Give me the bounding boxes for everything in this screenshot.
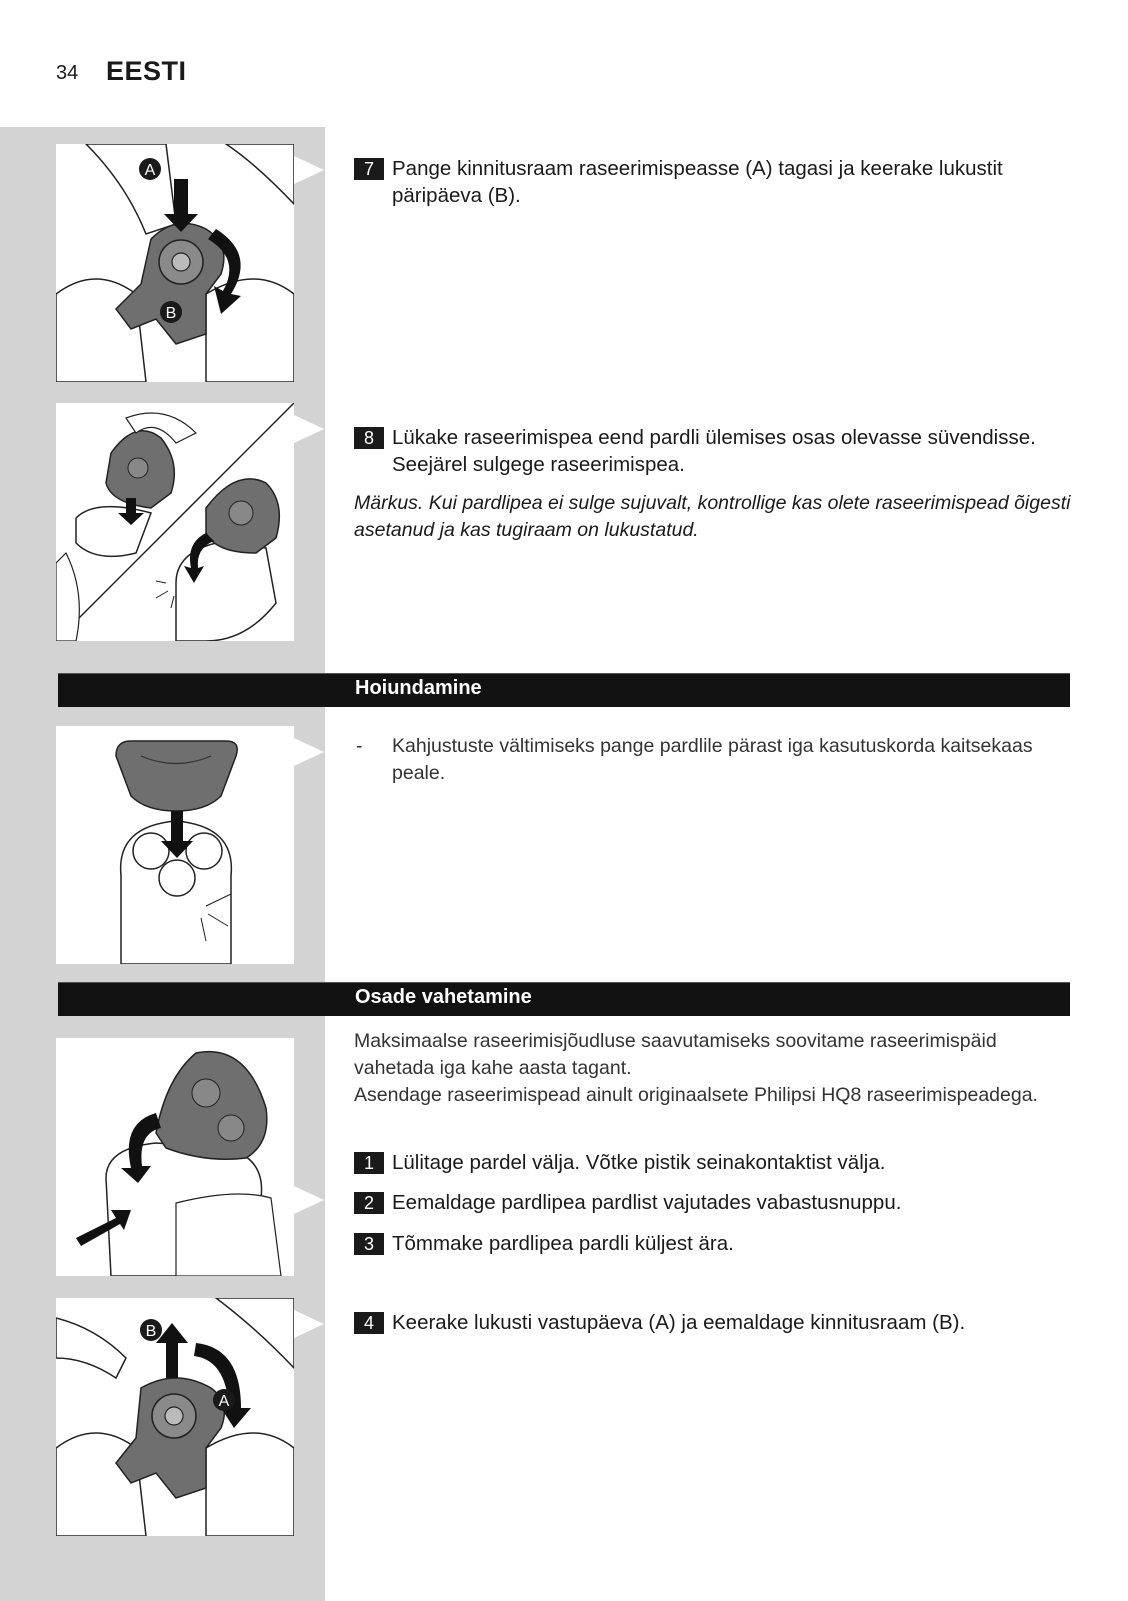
step-text: Pange kinnitusraam raseerimispeasse (A) tagasi ja keerake lukustit päripäeva (B). <box>392 157 1003 207</box>
pointer-notch <box>294 415 324 443</box>
illustration-retaining-frame-insert <box>56 144 294 382</box>
pointer-notch <box>294 738 324 766</box>
bullet-dash: - <box>356 735 363 757</box>
step-number-badge: 2 <box>354 1192 384 1214</box>
illustration-remove-shaving-unit <box>56 1038 294 1276</box>
step-number-badge: 7 <box>354 158 384 180</box>
step-number-badge: 4 <box>354 1312 384 1334</box>
shaver-close-drawing <box>56 403 294 641</box>
replacement-intro-2: Asendage raseerimispead ainult originaalsete Philipsi HQ8 raseerimispeadega. <box>354 1084 1038 1106</box>
bullet-text: Kahjustuste vältimiseks pange pardlile pärast iga kasutuskorda kaitsekaas peale. <box>392 735 1033 784</box>
pointer-notch <box>294 1186 324 1214</box>
section-header-storage <box>58 673 1070 707</box>
illustration-close-shaving-unit <box>56 403 294 641</box>
step-r3 <box>354 1230 1074 1257</box>
storage-bullet <box>354 733 1074 787</box>
callout-b-label: B <box>165 305 177 322</box>
step-text: Keerake lukusti vastupäeva (A) ja eemaldage kinnitusraam (B). <box>392 1311 966 1334</box>
step-text: Lükake raseerimispea eend pardli ülemises osas olevasse süvendisse. Seejärel sulgege raseerimispea. <box>392 426 1036 476</box>
section-title: Hoiundamine <box>355 677 482 699</box>
open-shaver-drawing <box>56 1038 294 1276</box>
step-8 <box>354 424 1074 478</box>
step-text: Tõmmake pardlipea pardli küljest ära. <box>392 1232 734 1255</box>
section-header-replacement <box>58 982 1070 1016</box>
note-text: Märkus. Kui pardlipea ei sulge sujuvalt, kontrollige kas olete raseerimispead õigesti asetanud ja kas tugiraam on lukustatud. <box>354 492 1071 541</box>
step-r2 <box>354 1189 1074 1216</box>
retaining-frame-removal-drawing <box>56 1298 294 1536</box>
replacement-intro-1: Maksimaalse raseerimisjõudluse saavutamiseks soovitame raseerimispäid vahetada iga kahe aasta tagant. <box>354 1030 997 1079</box>
pointer-notch <box>294 1310 324 1338</box>
page-number: 34 <box>56 62 79 84</box>
callout-a-icon <box>213 1389 235 1411</box>
callout-a-label: A <box>144 162 156 179</box>
pointer-notch <box>294 156 324 184</box>
protection-cap-drawing <box>56 726 294 964</box>
language-title: EESTI <box>106 56 187 86</box>
callout-b-label: B <box>145 1323 157 1340</box>
step-number-badge: 3 <box>354 1233 384 1255</box>
step-text: Lülitage pardel välja. Võtke pistik seinakontaktist välja. <box>392 1151 886 1174</box>
section-title: Osade vahetamine <box>355 986 532 1008</box>
step-text: Eemaldage pardlipea pardlist vajutades vabastusnuppu. <box>392 1191 902 1214</box>
step-number-badge: 8 <box>354 427 384 449</box>
retaining-frame-drawing <box>56 144 294 382</box>
step-7 <box>354 155 1074 209</box>
callout-b-icon <box>140 1319 162 1341</box>
illustration-remove-retaining-frame <box>56 1298 294 1536</box>
callout-a-label: A <box>218 1393 230 1410</box>
illustration-protection-cap <box>56 726 294 964</box>
step-r4 <box>354 1309 1074 1336</box>
step-number-badge: 1 <box>354 1152 384 1174</box>
step-r1 <box>354 1149 1074 1176</box>
callout-b-icon <box>160 301 182 323</box>
callout-a-icon <box>139 158 161 180</box>
